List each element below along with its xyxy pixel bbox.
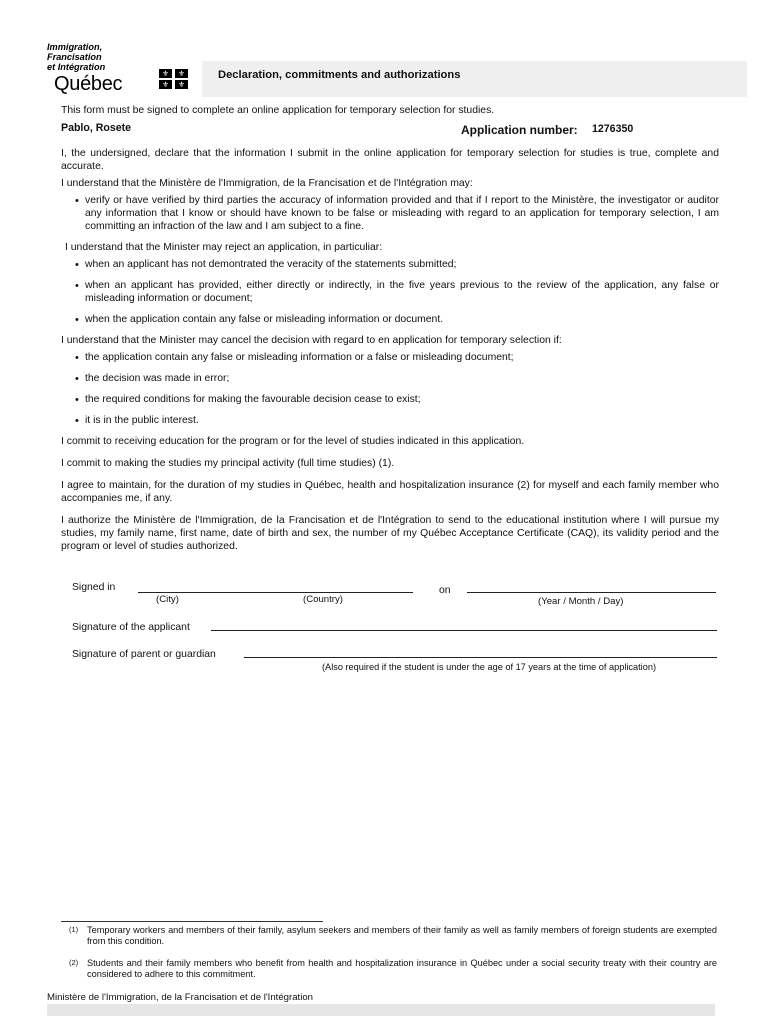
application-number-label: Application number:	[461, 123, 578, 137]
logo-line-1: Immigration,	[47, 42, 103, 52]
logo-line-3: et Intégration	[47, 62, 106, 72]
section1-list	[73, 194, 719, 233]
footnote-2	[69, 958, 717, 980]
applicant-signature-label: Signature of the applicant	[72, 622, 190, 633]
list-item: • the application contain any false or misleading information or a false or misleading document;	[73, 351, 719, 364]
fleur-de-lis-flag-icon: ⚜ ⚜ ⚜ ⚜	[159, 69, 189, 91]
signed-in-label: Signed in	[72, 582, 116, 593]
section3-lead: I understand that the Minister may cancel the decision with regard to en application for temporary selection if:	[61, 335, 562, 346]
list-item: • it is in the public interest.	[73, 414, 719, 427]
parent-signature-line[interactable]	[244, 657, 717, 658]
logo-wordmark: Québec	[54, 73, 123, 95]
date-caption: (Year / Month / Day)	[538, 596, 624, 607]
agree-insurance: I agree to maintain, for the duration of my studies in Québec, health and hospitalization insurance (2) for myself and each family member who accompanies me, if any.	[61, 480, 719, 504]
footnote-mark: (1)	[69, 925, 79, 934]
commit-education: I commit to receiving education for the program or for the level of studies indicated in this application.	[61, 436, 525, 447]
footnote-mark: (2)	[69, 958, 79, 967]
country-caption: (Country)	[303, 594, 343, 605]
applicant-name: Pablo, Rosete	[61, 122, 132, 134]
quebec-logo	[47, 42, 207, 94]
place-signature-line[interactable]	[138, 592, 413, 593]
list-item: • the required conditions for making the favourable decision cease to exist;	[73, 393, 719, 406]
footnote-divider	[61, 921, 323, 922]
application-number: 1276350	[592, 123, 634, 135]
list-item: • when the application contain any false or misleading information or document.	[73, 313, 719, 326]
section3-list	[73, 351, 719, 427]
section2-list	[73, 258, 719, 326]
on-label: on	[439, 585, 451, 596]
logo-line-2: Francisation	[47, 52, 102, 62]
list-item: • when an applicant has provided, either directly or indirectly, in the five years previous to the review of the application, any false or misleading information or document;	[73, 279, 719, 305]
list-item: • verify or have verified by third parties the accuracy of information provided and that if I report to the Ministère, the investigator or auditor any information that I know or should have known to be false or misleading with regard to an application for temporary selection, I am committing an infraction of the law and I am subject to a fine.	[73, 194, 719, 233]
intro-text: This form must be signed to complete an online application for temporary selection for studies.	[61, 105, 495, 116]
date-signature-line[interactable]	[467, 592, 716, 593]
parent-signature-label: Signature of parent or guardian	[72, 649, 216, 660]
footnote-1	[69, 925, 717, 947]
section1-lead: I understand that the Ministère de l'Immigration, de la Francisation et de l'Intégration may:	[61, 178, 473, 189]
declaration-paragraph: I, the undersigned, declare that the information I submit in the online application for temporary selection for studies is true, complete and accurate.	[61, 148, 719, 172]
authorize-transmission: I authorize the Ministère de l'Immigration, de la Francisation et de l'Intégration to send to the educational institution where I will pursue my studies, my family name, first name, date of birth and sex, the number of my Québec Acceptance Certificate (CAQ), its validity period and the program or level of studies authorized.	[61, 515, 719, 552]
title-bar	[202, 61, 747, 97]
section2-lead: I understand that the Minister may reject an application, in particuliar:	[65, 242, 383, 253]
footer-ministry: Ministère de l'Immigration, de la Francisation et de l'Intégration	[47, 992, 314, 1003]
footnote-text: Temporary workers and members of their family, asylum seekers and members of their family as well as family members of foreign students are exempted from this condition.	[87, 925, 717, 946]
parent-signature-note: (Also required if the student is under the age of 17 years at the time of application)	[322, 662, 657, 672]
commit-full-time: I commit to making the studies my principal activity (full time studies) (1).	[61, 458, 395, 469]
applicant-signature-line[interactable]	[211, 630, 717, 631]
footer-bar	[47, 1004, 715, 1016]
declaration-body	[61, 147, 719, 557]
page-title: Declaration, commitments and authorizations	[218, 69, 461, 81]
list-item: • when an applicant has not demontrated the veracity of the statements submitted;	[73, 258, 719, 271]
city-caption: (City)	[156, 594, 179, 605]
list-item: • the decision was made in error;	[73, 372, 719, 385]
footnote-text: Students and their family members who benefit from health and hospitalization insurance in Québec under a social security treaty with their country are considered to adhere to this commitment.	[87, 958, 717, 979]
